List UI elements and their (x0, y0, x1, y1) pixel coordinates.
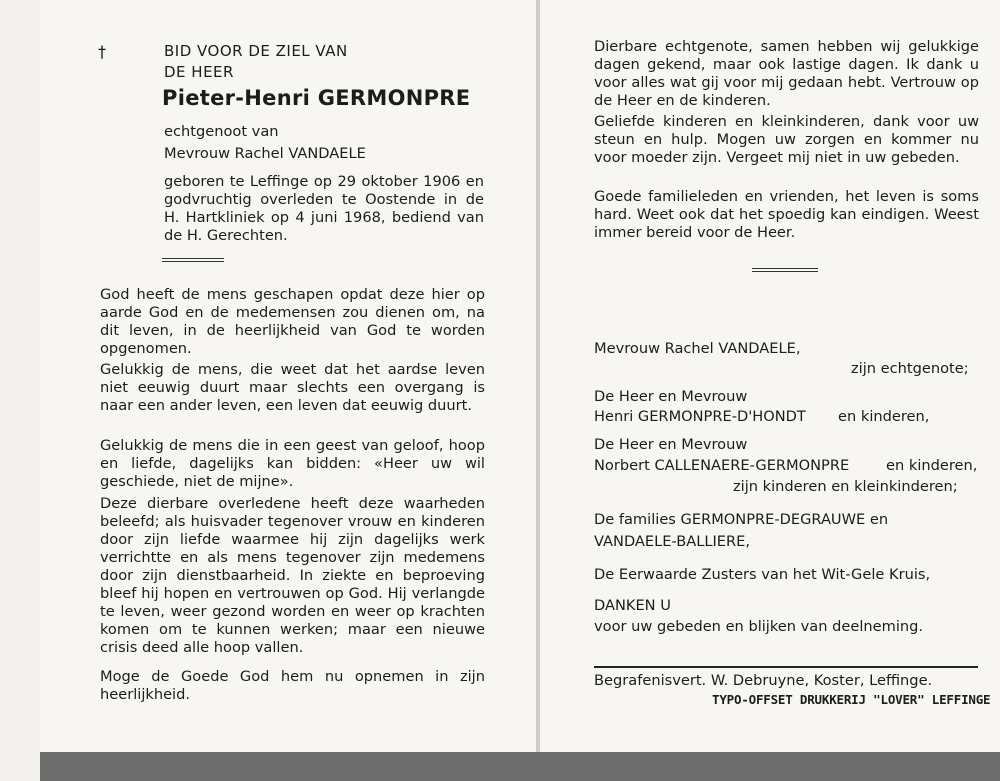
deceased-first-name: Pieter-Henri (162, 86, 311, 110)
wife-name: Mevrouw Rachel VANDAELE, (594, 340, 801, 357)
funeral-home: Begrafenisvert. W. Debruyne, Koster, Leffinge. (594, 672, 933, 689)
printer-imprint: TYPO-OFFSET DRUKKERIJ "LOVER" LEFFINGE (712, 692, 991, 707)
divider (162, 258, 224, 262)
couple-1-suffix: en kinderen, (838, 408, 930, 425)
message-spouse: Dierbare echtgenote, samen hebben wij gelukkige dagen gekend, maar ook lastige dagen. Ik dank u voor alles wat gij voor mij gedaan hebt. Vertrouw op de Heer en de kinderen. (594, 38, 979, 109)
thanks-heading: DANKEN U (594, 597, 671, 614)
couple-1-title: De Heer en Mevrouw (594, 388, 748, 405)
birth-death-info: geboren te Leffinge op 29 oktober 1906 en godvruchtig overleden te Oostende in de H. Hartkliniek op 4 juni 1968, bediend van de H. Gerechten. (164, 173, 484, 244)
couple-2-name: Norbert CALLENAERE-GERMONPRE (594, 457, 850, 474)
thanks-text: voor uw gebeden en blijken van deelneming. (594, 618, 924, 635)
paragraph-2: Gelukkig de mens, die weet dat het aardse leven niet eeuwig duurt maar slechts een overgang is naar een ander leven, een leven dat eeuwig duurt. (100, 361, 485, 414)
header-line-1: BID VOOR DE ZIEL VAN (164, 42, 348, 60)
paragraph-3: Gelukkig de mens die in een geest van geloof, hoop en liefde, dagelijks kan bidden: «Heer uw wil geschiede, niet de mijne». (100, 437, 485, 490)
spouse-intro: echtgenoot van (164, 123, 279, 140)
spouse-name: Mevrouw Rachel VANDAELE (164, 145, 366, 162)
paragraph-4: Deze dierbare overledene heeft deze waarheden beleefd; als huisvader tegenover vrouw en kinderen door zijn liefde waarmee hij zijn dagelijks werk verrichtte en als mens tegenover zijn medemens door zijn dienstbaarheid. In ziekte en beproeving bleef hij hopen en vertrouwen op God. Hij verlangde te leven, weer gezond worden en weer op krachten komen om te kunnen werken; maar een nieuwe crisis deed alle hoop vallen. (100, 495, 485, 656)
deceased-name (162, 86, 470, 110)
families-line-2: VANDAELE-BALLIERE, (594, 533, 751, 550)
header-line-2: DE HEER (164, 63, 234, 81)
grandchildren-line: zijn kinderen en kleinkinderen; (733, 478, 958, 495)
couple-1-name: Henri GERMONPRE-D'HONDT (594, 408, 806, 425)
message-children: Geliefde kinderen en kleinkinderen, dank voor uw steun en hulp. Mogen uw zorgen en kommer nu voor moeder zijn. Vergeet mij niet in uw gebeden. (594, 113, 979, 166)
divider (752, 268, 818, 272)
message-family: Goede familieleden en vrienden, het leven is soms hard. Weet ook dat het spoedig kan eindigen. Weest immer bereid voor de Heer. (594, 188, 979, 241)
scan-edge (0, 0, 40, 781)
wife-role: zijn echtgenote; (851, 360, 969, 377)
paragraph-5: Moge de Goede God hem nu opnemen in zijn heerlijkheid. (100, 668, 485, 703)
couple-2-suffix: en kinderen, (886, 457, 978, 474)
deceased-last-name: GERMONPRE (317, 86, 471, 110)
cross-icon: † (98, 42, 106, 61)
families-line-1: De families GERMONPRE-DEGRAUWE en (594, 511, 889, 528)
paragraph-1: God heeft de mens geschapen opdat deze hier op aarde God en de medemensen zou dienen om, na dit leven, in de heerlijkheid van God te worden opgenomen. (100, 286, 485, 357)
sisters-line: De Eerwaarde Zusters van het Wit-Gele Kruis, (594, 566, 931, 583)
couple-2-title: De Heer en Mevrouw (594, 436, 748, 453)
footer-rule (594, 666, 978, 668)
